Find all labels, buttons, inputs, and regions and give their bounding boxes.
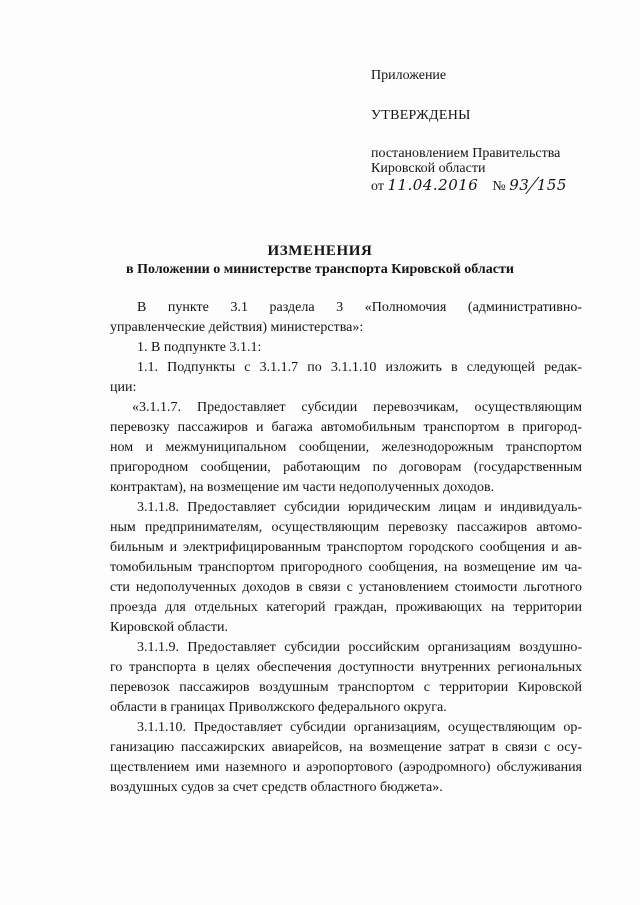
document-body [110, 298, 582, 798]
p7-line-3: ном и межмуниципальном сообщении, железнодорожным транспортом [110, 440, 582, 455]
p8-line-7: Кировской области. [110, 620, 228, 635]
intro-line-1: В пункте 3.1 раздела 3 «Полномочия (административно- [137, 300, 582, 315]
p10-line-1: 3.1.1.10. Предоставляет субсидии организациям, осуществляющим ор- [137, 720, 582, 735]
decree-date-line [371, 172, 567, 198]
handwritten-number-a: 93 [509, 176, 530, 194]
p8-line-4: томобильным транспортом пригородного сообщения, на возмещение им ча- [110, 560, 582, 575]
item-1-1-line-1: 1.1. Подпункты с 3.1.1.7 по 3.1.1.10 изложить в следующей редак- [137, 360, 582, 375]
handwritten-number-b: 155 [536, 176, 567, 194]
intro-line-2: управленческие действия) министерства»: [110, 320, 364, 335]
approved-label: УТВЕРЖДЕНЫ [371, 108, 471, 123]
p7-line-4: пригородном сообщении, работающим по договорам (государственным [110, 460, 582, 475]
p9-line-1: 3.1.1.9. Предоставляет субсидии российским организациям воздушно- [137, 640, 582, 655]
appendix-label: Приложение [371, 68, 447, 83]
document-title: ИЗМЕНЕНИЯ [267, 243, 373, 259]
p9-line-3: перевозок пассажиров воздушным транспортом с территории Кировской [110, 680, 582, 695]
decree-line-2: Кировской области [371, 161, 486, 176]
p8-line-3: бильным и электрифицированным транспортом городского сообщения и ав- [110, 540, 582, 555]
p8-line-5: сти недополученных доходов в связи с установлением стоимости льготного [110, 580, 582, 595]
handwritten-slash: / [525, 172, 541, 198]
handwritten-date: 11.04.2016 [387, 176, 479, 194]
decree-line-1: постановлением Правительства [371, 146, 561, 161]
item-1-1-line-2: ции: [110, 380, 137, 395]
p7-line-1: «3.1.1.7. Предоставляет субсидии перевозчикам, осуществляющим [132, 400, 582, 415]
p9-line-4: области в границах Приволжского федерального округа. [110, 700, 447, 715]
p8-line-1: 3.1.1.8. Предоставляет субсидии юридическим лицам и индивидуаль- [137, 500, 582, 515]
document-subtitle: в Положении о министерстве транспорта Кировской области [126, 262, 514, 277]
p9-line-2: го транспорта в целях обеспечения доступности внутренних региональных [110, 660, 582, 675]
item-1: 1. В подпункте 3.1.1: [137, 340, 262, 355]
p8-line-2: ным предпринимателям, осуществляющим перевозку пассажиров автомо- [110, 520, 582, 535]
p10-line-3: ществлением ими наземного и аэропортового (аэродромного) обслуживания [110, 760, 582, 775]
p10-line-4: воздушных судов за счет средств областного бюджета». [110, 780, 443, 795]
p7-line-5: контрактам), на возмещение им части недополученных доходов. [110, 480, 495, 495]
p8-line-6: проезда для отдельных категорий граждан, проживающих на территории [110, 600, 582, 615]
p10-line-2: ганизацию пассажирских авиарейсов, на возмещение затрат в связи с осу- [110, 740, 582, 755]
number-prefix: № [492, 179, 506, 194]
p7-line-2: перевозку пассажиров и багажа автомобильным транспортом в пригород- [110, 420, 582, 435]
date-prefix: от [371, 179, 384, 194]
